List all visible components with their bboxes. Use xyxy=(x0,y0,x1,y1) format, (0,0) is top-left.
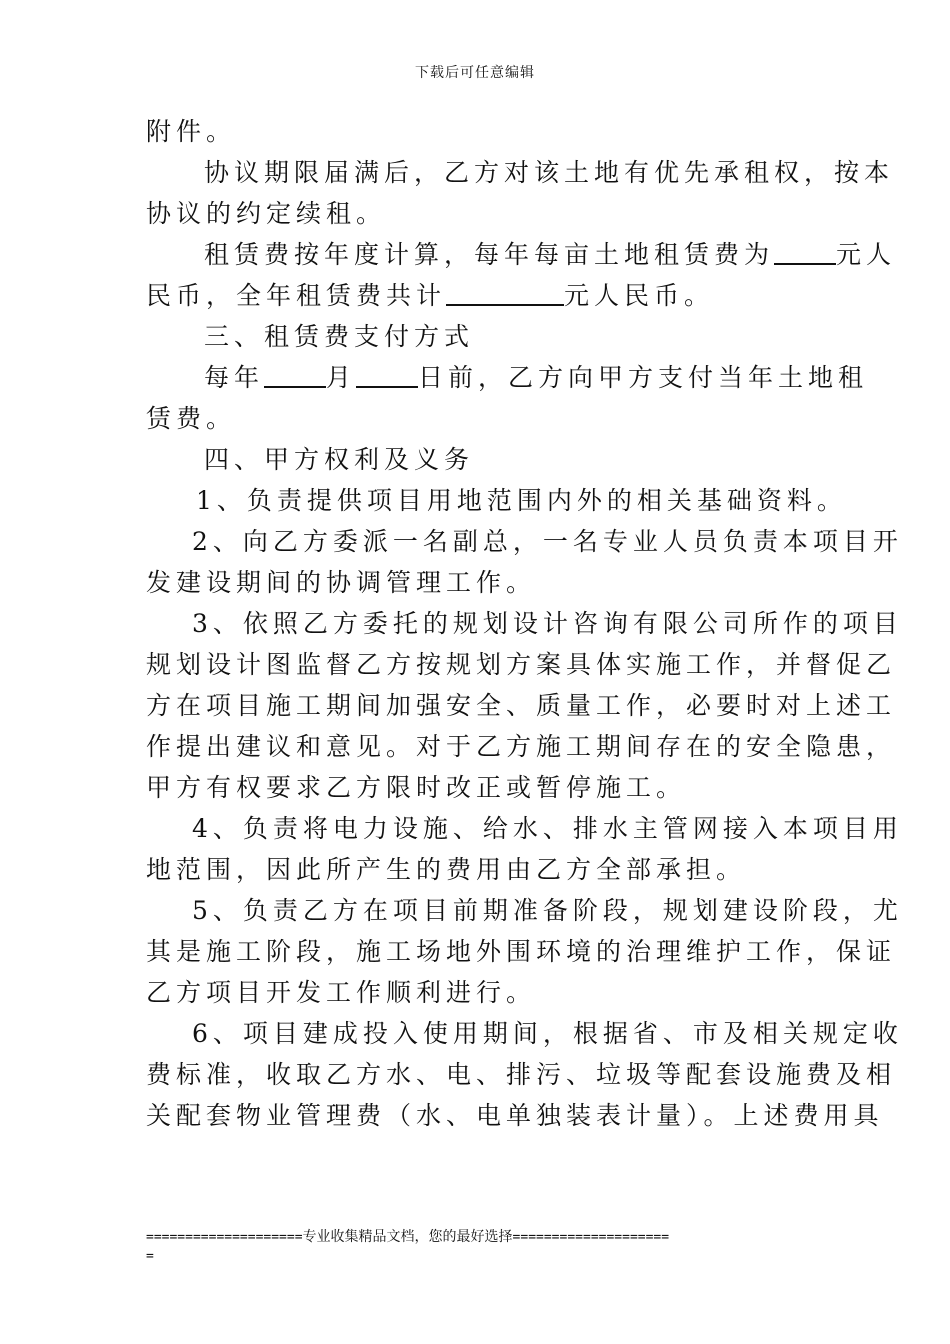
footer-rule-left: ==================== xyxy=(146,1230,303,1245)
paragraph-line: 关配套物业管理费（水、电单独装表计量）。上述费用具 xyxy=(146,1101,884,1130)
paragraph-line xyxy=(146,275,810,316)
rent-rate-text: 租赁费按年度计算，每年每亩土地租赁费为 xyxy=(204,240,775,269)
payment-year-text: 每年 xyxy=(204,363,265,392)
paragraph-line: 甲方有权要求乙方限时改正或暂停施工。 xyxy=(146,773,687,802)
annual-rent-blank xyxy=(446,278,564,306)
page-header: 下载后可任意编辑 xyxy=(415,65,535,81)
footer-rule-wrap: = xyxy=(146,1249,154,1264)
annual-rent-text: 民币，全年租赁费共计 xyxy=(146,281,447,310)
section-heading: 三、租赁费支付方式 xyxy=(204,322,475,351)
paragraph-line: 发建设期间的协调管理工作。 xyxy=(146,568,537,597)
footer-rule-right: ==================== xyxy=(512,1230,670,1245)
paragraph-line xyxy=(146,357,869,398)
payment-day-blank xyxy=(356,360,418,388)
paragraph-line: 规划设计图监督乙方按规划方案具体实施工作，并督促乙 xyxy=(146,650,897,679)
paragraph-line: 附件。 xyxy=(146,117,237,146)
page-footer xyxy=(146,1227,810,1267)
paragraph-line: 方在项目施工期间加强安全、质量工作，必要时对上述工 xyxy=(146,691,897,720)
list-item: 1、负责提供项目用地范围内外的相关基础资料。 xyxy=(196,486,847,515)
paragraph-line: 协议的约定续租。 xyxy=(146,199,387,228)
paragraph-line xyxy=(146,234,897,275)
footer-slogan: 专业收集精品文档，您的最好选择 xyxy=(302,1229,513,1245)
paragraph-line: 协议期限届满后，乙方对该土地有优先承租权，按本 xyxy=(204,158,895,187)
footer-slogan-line xyxy=(146,1227,810,1247)
paragraph-line: 赁费。 xyxy=(146,404,237,433)
section-heading: 四、甲方权利及义务 xyxy=(204,445,475,474)
paragraph-line: 乙方项目开发工作顺利进行。 xyxy=(146,978,537,1007)
list-item: 2、向乙方委派一名副总，一名专业人员负责本项目开 xyxy=(192,527,903,556)
rent-per-mu-blank xyxy=(774,237,836,265)
paragraph-line: 作提出建议和意见。对于乙方施工期间存在的安全隐患， xyxy=(146,732,897,761)
document-body xyxy=(146,111,903,1136)
paragraph-line: 地范围，因此所产生的费用由乙方全部承担。 xyxy=(146,855,747,884)
list-item: 5、负责乙方在项目前期准备阶段，规划建设阶段，尤 xyxy=(192,896,903,925)
annual-rent-unit: 元人民币。 xyxy=(564,281,715,310)
paragraph-line: 其是施工阶段，施工场地外围环境的治理维护工作，保证 xyxy=(146,937,897,966)
list-item: 3、依照乙方委托的规划设计咨询有限公司所作的项目 xyxy=(192,609,903,638)
payment-month-text: 月 xyxy=(326,363,357,392)
list-item: 4、负责将电力设施、给水、排水主管网接入本项目用 xyxy=(192,814,903,843)
payment-month-blank xyxy=(264,360,326,388)
payment-day-text: 日前，乙方向甲方支付当年土地租 xyxy=(418,363,869,392)
paragraph-line: 费标准，收取乙方水、电、排污、垃圾等配套设施费及相 xyxy=(146,1060,897,1089)
rent-rate-unit: 元人 xyxy=(836,240,897,269)
list-item: 6、项目建成投入使用期间，根据省、市及相关规定收 xyxy=(192,1019,903,1048)
